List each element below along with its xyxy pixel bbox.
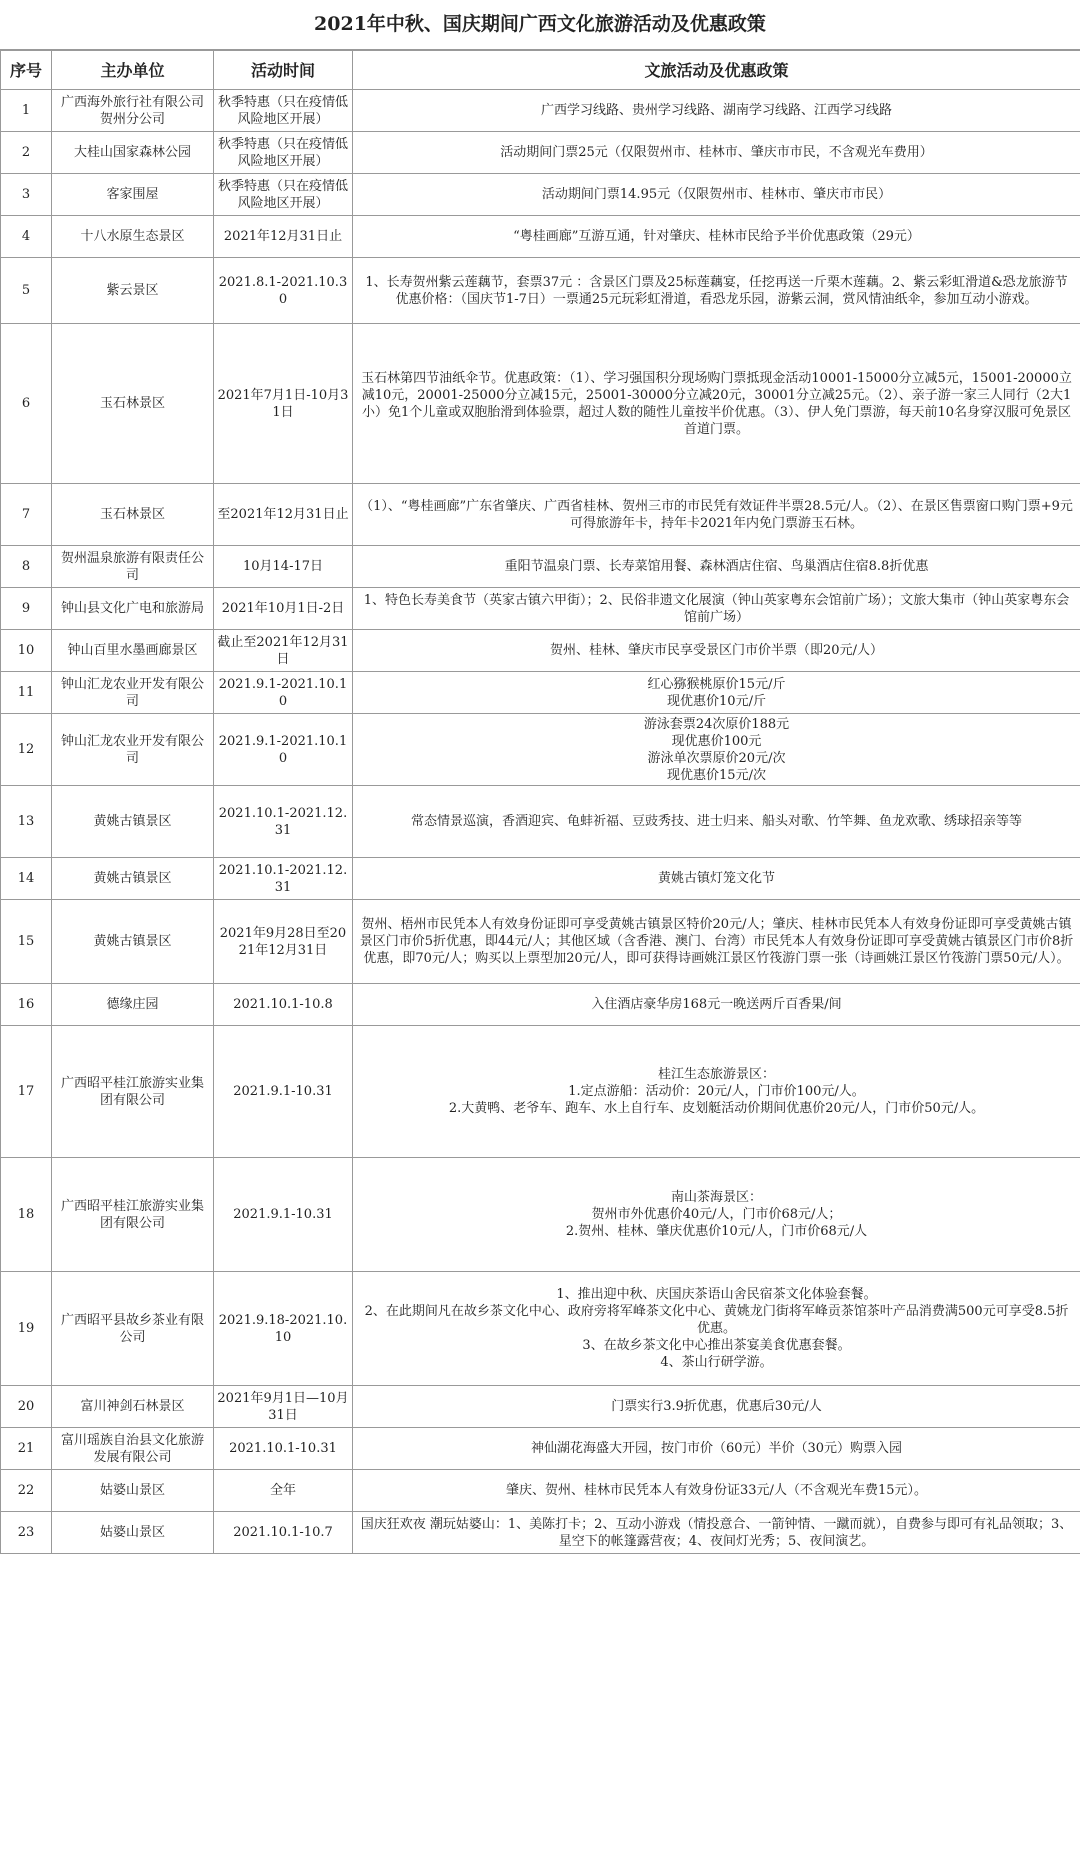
cell-no: 18 xyxy=(1,1158,52,1272)
policy-line: 贺州市外优惠价40元/人，门市价68元/人； xyxy=(591,1207,842,1222)
policy-line: 现优惠价100元 xyxy=(671,733,762,749)
cell-time: 2021年12月31日止 xyxy=(214,216,353,258)
table-row xyxy=(1,132,1080,174)
cell-policy xyxy=(353,900,1080,984)
policy-line: 玉石林第四节油纸伞节。优惠政策：（1）、学习强国积分现场购门票抵现金活动10001-15000分立减5元，15001-20000立减10元，20001-25000分立减15元，25001-30000分立减20元，30001分立减25元。（2）、亲子游一家三人同行（2大1小）免1个儿童或双胞胎滑到体验票，超过人数的随性儿童按半价优惠。（3）、伊人免门票游，每天前10名身穿汉服可免景区首道门票。 xyxy=(361,370,1072,437)
cell-time: 2021.9.1-10.31 xyxy=(214,1158,353,1272)
policy-line: “粤桂画廊”互游互通，针对肇庆、桂林市民给予半价优惠政策（29元） xyxy=(513,229,920,244)
cell-no: 7 xyxy=(1,484,52,546)
cell-org: 黄姚古镇景区 xyxy=(52,786,214,858)
cell-time: 2021年10月1日-2日 xyxy=(214,588,353,630)
table-row xyxy=(1,1272,1080,1386)
cell-policy xyxy=(353,1026,1080,1158)
table-row xyxy=(1,1512,1080,1554)
cell-org: 德缘庄园 xyxy=(52,984,214,1026)
cell-no: 12 xyxy=(1,714,52,786)
policy-line: 2.大黄鸭、老爷车、跑车、水上自行车、皮划艇活动价期间优惠价20元/人，门市价50元/人。 xyxy=(448,1101,985,1116)
policy-line: 2、在此期间凡在故乡茶文化中心、政府旁将军峰茶文化中心、黄姚龙门街将军峰贡茶馆茶叶产品消费满500元可享受8.5折优惠。 xyxy=(364,1304,1069,1336)
cell-no: 19 xyxy=(1,1272,52,1386)
table-row xyxy=(1,1026,1080,1158)
table-row xyxy=(1,786,1080,858)
cell-no: 13 xyxy=(1,786,52,858)
cell-time: 2021年9月1日—10月31日 xyxy=(214,1386,353,1428)
policy-line: 肇庆、贺州、桂林市民凭本人有效身份证33元/人（不含观光车费15元）。 xyxy=(506,1483,927,1498)
policy-line: 常态情景巡演，香酒迎宾、龟蚌祈福、豆豉秀技、进士归来、船头对歌、竹竿舞、鱼龙欢歌、绣球招亲等等 xyxy=(410,814,1022,829)
cell-org: 姑婆山景区 xyxy=(52,1470,214,1512)
cell-policy xyxy=(353,1512,1080,1554)
policy-line: 贺州、桂林、肇庆市民享受景区门市价半票（即20元/人） xyxy=(550,643,883,658)
cell-policy xyxy=(353,1386,1080,1428)
cell-no: 2 xyxy=(1,132,52,174)
cell-org: 紫云景区 xyxy=(52,258,214,324)
policy-table xyxy=(0,50,1080,1554)
table-row xyxy=(1,484,1080,546)
cell-time: 2021.10.1-10.7 xyxy=(214,1512,353,1554)
cell-no: 14 xyxy=(1,858,52,900)
table-row xyxy=(1,630,1080,672)
cell-org: 客家围屋 xyxy=(52,174,214,216)
cell-org: 广西昭平县故乡茶业有限公司 xyxy=(52,1272,214,1386)
cell-policy xyxy=(353,672,1080,714)
policy-line: 现优惠价15元/次 xyxy=(667,767,766,783)
cell-time: 2021.9.18-2021.10.10 xyxy=(214,1272,353,1386)
table-row xyxy=(1,858,1080,900)
policy-line: 国庆狂欢夜 潮玩姑婆山：1、美陈打卡；2、互动小游戏（情投意合、一箭钟情、一蹴而就），自费参与即可有礼品领取；3、星空下的帐篷露营夜；4、夜间灯光秀；5、夜间演艺。 xyxy=(360,1516,1073,1549)
cell-no: 22 xyxy=(1,1470,52,1512)
cell-policy xyxy=(353,132,1080,174)
policy-line: 3、在故乡茶文化中心推出茶宴美食优惠套餐。 xyxy=(582,1338,851,1353)
header-row xyxy=(1,51,1080,90)
cell-time: 2021.9.1-2021.10.10 xyxy=(214,714,353,786)
cell-time: 秋季特惠（只在疫情低风险地区开展） xyxy=(214,90,353,132)
policy-line: 1.定点游船：活动价：20元/人，门市价100元/人。 xyxy=(568,1084,865,1099)
cell-policy xyxy=(353,714,1080,786)
table-row xyxy=(1,900,1080,984)
table-row xyxy=(1,1386,1080,1428)
cell-org: 广西昭平桂江旅游实业集团有限公司 xyxy=(52,1158,214,1272)
policy-line: 2.贺州、桂林、肇庆优惠价10元/人，门市价68元/人 xyxy=(565,1224,868,1239)
policy-line: （1）、“粤桂画廊”广东省肇庆、广西省桂林、贺州三市的市民凭有效证件半票28.5元/人。（2）、在景区售票窗口购门票+9元可得旅游年卡，持年卡2021年内免门票游玉石林。 xyxy=(360,498,1073,531)
cell-org: 姑婆山景区 xyxy=(52,1512,214,1554)
table-row xyxy=(1,672,1080,714)
table-row xyxy=(1,174,1080,216)
policy-line: 红心猕猴桃原价15元/斤 xyxy=(647,676,786,692)
cell-no: 16 xyxy=(1,984,52,1026)
cell-org: 钟山汇龙农业开发有限公司 xyxy=(52,714,214,786)
cell-time: 2021.10.1-2021.12.31 xyxy=(214,858,353,900)
cell-org: 广西海外旅行社有限公司贺州分公司 xyxy=(52,90,214,132)
policy-line: 入住酒店豪华房168元一晚送两斤百香果/间 xyxy=(591,997,842,1012)
cell-policy xyxy=(353,546,1080,588)
cell-policy xyxy=(353,984,1080,1026)
policy-line: 广西学习线路、贵州学习线路、湖南学习线路、江西学习线路 xyxy=(540,103,892,118)
policy-line: 活动期间门票25元（仅限贺州市、桂林市、肇庆市市民，不含观光车费用） xyxy=(500,145,933,160)
cell-org: 大桂山国家森林公园 xyxy=(52,132,214,174)
cell-time: 截止至2021年12月31日 xyxy=(214,630,353,672)
cell-no: 23 xyxy=(1,1512,52,1554)
policy-line: 4、茶山行研学游。 xyxy=(660,1355,773,1370)
page-title: 2021年中秋、国庆期间广西文化旅游活动及优惠政策 xyxy=(0,0,1080,50)
policy-line: 南山茶海景区： xyxy=(670,1190,762,1205)
cell-no: 6 xyxy=(1,324,52,484)
cell-time: 至2021年12月31日止 xyxy=(214,484,353,546)
cell-time: 2021.9.1-2021.10.10 xyxy=(214,672,353,714)
cell-org: 玉石林景区 xyxy=(52,324,214,484)
cell-time: 2021.8.1-2021.10.30 xyxy=(214,258,353,324)
cell-no: 1 xyxy=(1,90,52,132)
cell-time: 2021年9月28日至2021年12月31日 xyxy=(214,900,353,984)
cell-org: 贺州温泉旅游有限责任公司 xyxy=(52,546,214,588)
cell-policy xyxy=(353,630,1080,672)
policy-line: 1、特色长寿美食节（英家古镇六甲街）；2、民俗非遗文化展演（钟山英家粤东会馆前广场）；文旅大集市（钟山英家粤东会馆前广场） xyxy=(363,592,1070,625)
cell-no: 5 xyxy=(1,258,52,324)
cell-org: 富川神剑石林景区 xyxy=(52,1386,214,1428)
cell-policy xyxy=(353,258,1080,324)
table-row xyxy=(1,984,1080,1026)
cell-org: 富川瑶族自治县文化旅游发展有限公司 xyxy=(52,1428,214,1470)
cell-time: 全年 xyxy=(214,1470,353,1512)
cell-no: 3 xyxy=(1,174,52,216)
cell-policy xyxy=(353,90,1080,132)
cell-time: 2021.10.1-10.31 xyxy=(214,1428,353,1470)
policy-line: 游泳单次票原价20元/次 xyxy=(647,750,786,766)
table-row xyxy=(1,324,1080,484)
policy-line: 重阳节温泉门票、长寿菜馆用餐、森林酒店住宿、鸟巢酒店住宿8.8折优惠 xyxy=(504,559,929,574)
cell-no: 17 xyxy=(1,1026,52,1158)
policy-line: 现优惠价10元/斤 xyxy=(667,693,766,709)
cell-org: 黄姚古镇景区 xyxy=(52,900,214,984)
table-row xyxy=(1,90,1080,132)
cell-policy xyxy=(353,1158,1080,1272)
cell-time: 秋季特惠（只在疫情低风险地区开展） xyxy=(214,132,353,174)
policy-line: 活动期间门票14.95元（仅限贺州市、桂林市、肇庆市市民） xyxy=(541,187,892,202)
cell-org: 钟山县文化广电和旅游局 xyxy=(52,588,214,630)
cell-no: 9 xyxy=(1,588,52,630)
cell-policy xyxy=(353,324,1080,484)
cell-policy xyxy=(353,1470,1080,1512)
header-org: 主办单位 xyxy=(52,51,214,90)
cell-time: 2021年7月1日-10月31日 xyxy=(214,324,353,484)
cell-policy xyxy=(353,216,1080,258)
cell-policy xyxy=(353,1428,1080,1470)
table-row xyxy=(1,588,1080,630)
table-row xyxy=(1,1428,1080,1470)
cell-no: 20 xyxy=(1,1386,52,1428)
table-row xyxy=(1,1470,1080,1512)
table-row xyxy=(1,546,1080,588)
cell-time: 2021.10.1-10.8 xyxy=(214,984,353,1026)
cell-org: 黄姚古镇景区 xyxy=(52,858,214,900)
cell-no: 21 xyxy=(1,1428,52,1470)
cell-time: 10月14-17日 xyxy=(214,546,353,588)
cell-org: 十八水原生态景区 xyxy=(52,216,214,258)
policy-line: 门票实行3.9折优惠，优惠后30元/人 xyxy=(611,1399,822,1414)
policy-line: 贺州、梧州市民凭本人有效身份证即可享受黄姚古镇景区特价20元/人；肇庆、桂林市民凭本人有效身份证即可享受黄姚古镇景区门市价5折优惠，即44元/人；其他区域（含香港、澳门、台湾）市民凭本人有效身份证即可享受黄姚古镇景区门市价8折优惠，即70元/人；购买以上票型加20元/人，即可获得诗画姚江景区竹筏游门票一张（诗画姚江景区竹筏游门票50元/人）。 xyxy=(359,917,1074,966)
cell-time: 秋季特惠（只在疫情低风险地区开展） xyxy=(214,174,353,216)
policy-line: 神仙湖花海盛大开园，按门市价（60元）半价（30元）购票入园 xyxy=(530,1441,903,1456)
cell-time: 2021.10.1-2021.12.31 xyxy=(214,786,353,858)
table-body xyxy=(1,90,1080,1554)
cell-org: 钟山汇龙农业开发有限公司 xyxy=(52,672,214,714)
table-row xyxy=(1,714,1080,786)
table-row xyxy=(1,258,1080,324)
policy-line: 黄姚古镇灯笼文化节 xyxy=(657,871,775,886)
cell-policy xyxy=(353,484,1080,546)
cell-no: 10 xyxy=(1,630,52,672)
cell-no: 4 xyxy=(1,216,52,258)
cell-policy xyxy=(353,1272,1080,1386)
policy-line: 1、推出迎中秋、庆国庆茶语山舍民宿茶文化体验套餐。 xyxy=(556,1287,877,1302)
header-no: 序号 xyxy=(1,51,52,90)
cell-no: 8 xyxy=(1,546,52,588)
policy-line: 1、长寿贺州紫云莲藕节，套票37元 ：含景区门票及25标莲藕宴，任挖再送一斤栗木莲藕。2、紫云彩虹滑道&恐龙旅游节优惠价格：（国庆节1-7日）一票通25元玩彩虹滑道，看恐龙乐园，游紫云洞，赏风情油纸伞，参加互动小游戏。 xyxy=(365,274,1068,307)
cell-no: 11 xyxy=(1,672,52,714)
cell-policy xyxy=(353,786,1080,858)
cell-policy xyxy=(353,174,1080,216)
table-row xyxy=(1,216,1080,258)
policy-line: 桂江生态旅游景区： xyxy=(657,1067,775,1082)
table-row xyxy=(1,1158,1080,1272)
cell-org: 钟山百里水墨画廊景区 xyxy=(52,630,214,672)
header-time: 活动时间 xyxy=(214,51,353,90)
cell-no: 15 xyxy=(1,900,52,984)
cell-policy xyxy=(353,588,1080,630)
policy-line: 游泳套票24次原价188元 xyxy=(643,716,790,732)
cell-org: 广西昭平桂江旅游实业集团有限公司 xyxy=(52,1026,214,1158)
header-policy: 文旅活动及优惠政策 xyxy=(353,51,1080,90)
cell-policy xyxy=(353,858,1080,900)
cell-org: 玉石林景区 xyxy=(52,484,214,546)
cell-time: 2021.9.1-10.31 xyxy=(214,1026,353,1158)
